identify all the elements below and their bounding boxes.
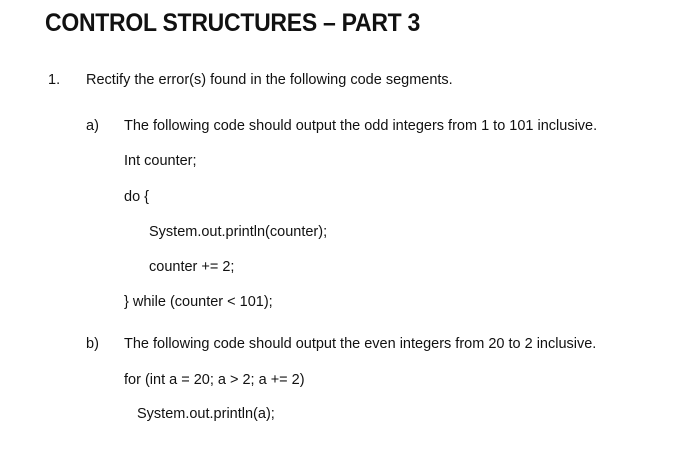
code-line: do { (124, 189, 149, 205)
question-text: Rectify the error(s) found in the following code segments. (86, 72, 453, 88)
code-line: System.out.println(counter); (149, 224, 328, 240)
code-line: for (int a = 20; a > 2; a += 2) (124, 372, 305, 388)
code-line: counter += 2; (149, 259, 235, 275)
code-line: Int counter; (124, 153, 197, 169)
part-a-text: The following code should output the odd integers from 1 to 101 inclusive. (124, 118, 598, 134)
question-number: 1. (48, 72, 61, 88)
part-b-text: The following code should output the even integers from 20 to 2 inclusive. (124, 336, 597, 352)
code-line: } while (counter < 101); (124, 294, 273, 310)
part-a-label: a) (86, 118, 99, 134)
part-b-label: b) (86, 336, 99, 352)
page-title: CONTROL STRUCTURES – PART 3 (45, 9, 421, 37)
code-line: System.out.println(a); (137, 406, 275, 422)
